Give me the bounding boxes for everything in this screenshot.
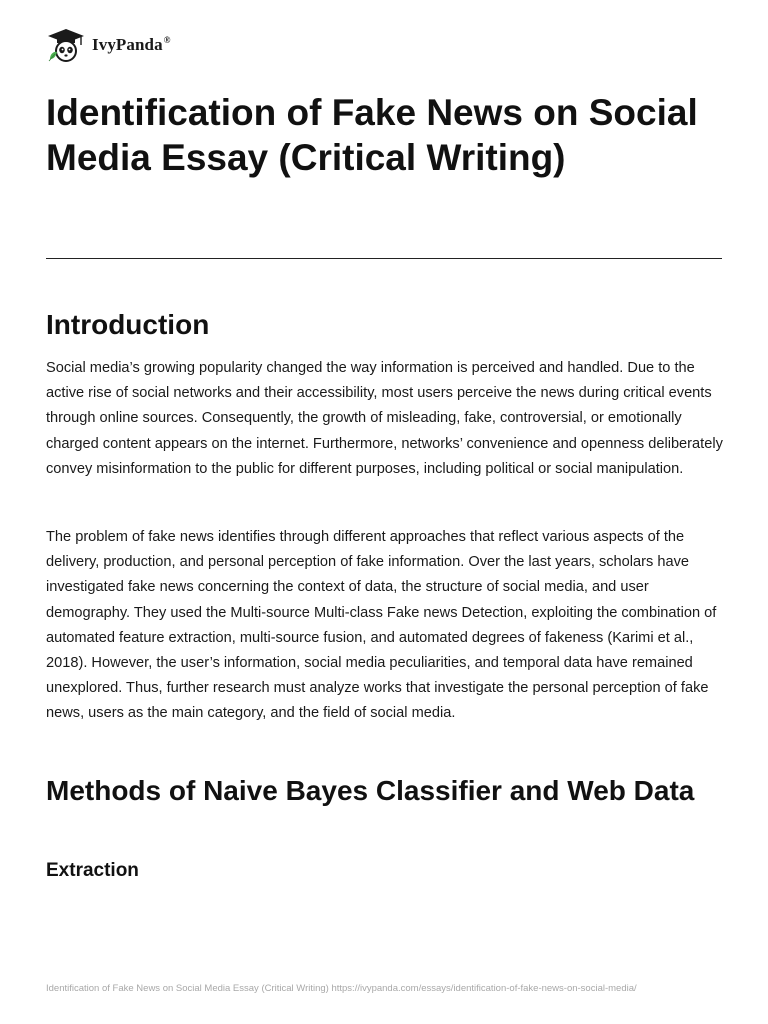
page-footer-citation: Identification of Fake News on Social Media Essay (Critical Writing) https://ivypanda.com/essays/identification-of-fake-news-on-social-media/ [46,983,637,994]
document-title: Identification of Fake News on Social Media Essay (Critical Writing) [46,92,698,178]
introduction-paragraph-2: The problem of fake news identifies through different approaches that reflect various aspects of the delivery, production, and personal perception of fake information. Over the last years, scholars have investigated fake news concerning the context of data, the structure of social media, and user demography. They used the Multi-source Multi-class Fake news Detection, exploiting the combination of automated feature extraction, multi-source fusion, and automated degrees of fakeness (Karimi et al., 2018). However, the user’s information, social media peculiarities, and temporal data have remained unexplored. Thus, further research must analyze works that investigate the personal perception of fake news, users as the main category, and the field of social media. [46,529,717,722]
brand-name: IvyPanda® [92,35,171,54]
section-heading-introduction: Introduction [46,309,210,340]
section-heading-methods: Methods of Naive Bayes Classifier and Web Data [46,775,695,806]
panda-graduate-icon [46,27,86,63]
introduction-paragraph-1: Social media’s growing popularity changed the way information is perceived and handled. Due to the active rise of social networks and their accessibility, most users perceive the news during critical events through online sources. Consequently, the growth of misleading, fake, controversial, or emotionally charged content appears on the internet. Furthermore, networks’ convenience and openness deliberately convey misinformation to the public for different purposes, including political or social manipulation. [46,360,723,477]
title-divider [46,258,722,259]
subsection-heading-extraction: Extraction [46,860,139,881]
brand-logo[interactable] [46,27,171,63]
